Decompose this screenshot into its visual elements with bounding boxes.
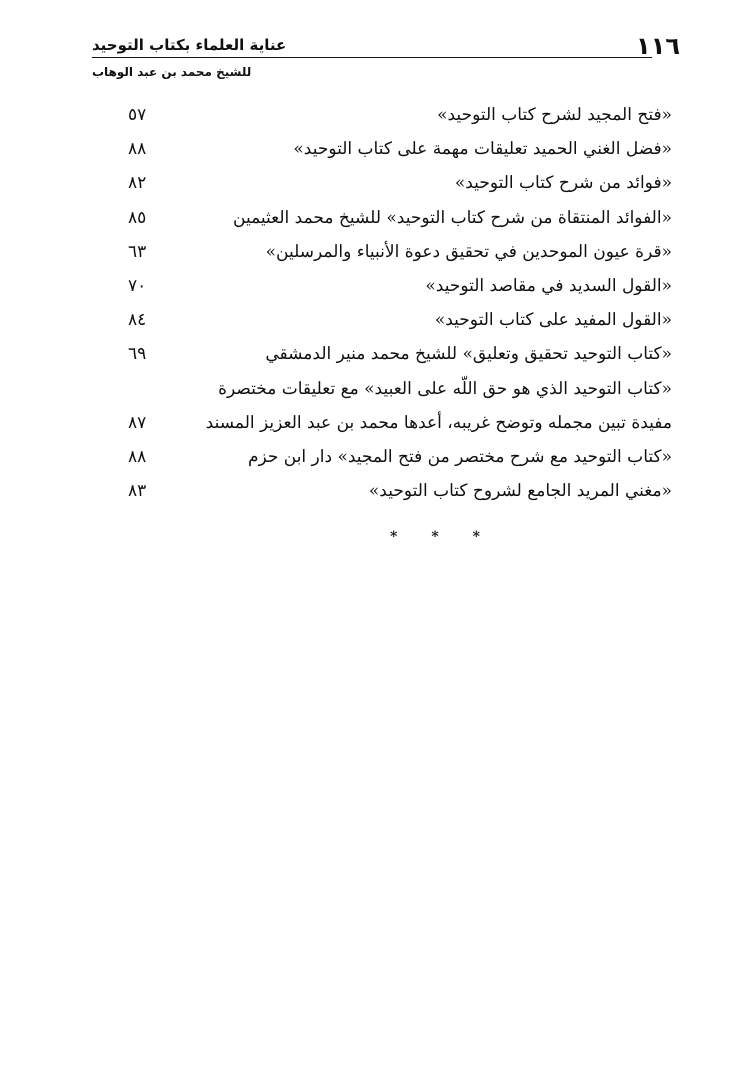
entry-title: «فوائد من شرح كتاب التوحيد» — [454, 173, 672, 194]
index-row — [128, 235, 672, 269]
section-separator — [390, 528, 480, 546]
entry-title: «قرة عيون الموحدين في تحقيق دعوة الأنبياء والمرسلين» — [265, 241, 672, 262]
index-row — [128, 406, 672, 440]
entry-page-number: ٨٤ — [128, 310, 147, 331]
index-row — [128, 98, 672, 132]
asterisk-glyph: * — [472, 529, 480, 545]
author-line: للشيخ محمد بن عبد الوهاب — [92, 65, 252, 79]
entry-page-number: ٨٧ — [128, 412, 147, 433]
entry-title: «فتح المجيد لشرح كتاب التوحيد» — [437, 105, 672, 125]
index-row — [128, 474, 672, 508]
entry-page-number: ٨٢ — [128, 173, 147, 194]
asterisk-glyph: * — [431, 529, 439, 545]
entry-page-number: ٦٣ — [128, 241, 147, 262]
entry-title: «مغني المريد الجامع لشروح كتاب التوحيد» — [368, 481, 672, 502]
index-row — [128, 337, 672, 371]
asterisk-glyph: * — [390, 529, 398, 545]
entry-page-number: ٦٩ — [128, 344, 147, 365]
index-row — [128, 372, 672, 406]
header-rule — [92, 57, 652, 58]
entry-title: مفيدة تبين مجمله وتوضح غريبه، أعدها محمد بن عبد العزيز المسند — [205, 412, 672, 433]
page-number: ١١٦ — [636, 32, 680, 60]
index-row — [128, 440, 672, 474]
entry-page-number: ٨٨ — [128, 446, 147, 467]
entry-page-number: ٨٥ — [128, 207, 147, 228]
entry-page-number: ٨٣ — [128, 481, 147, 502]
entry-title: «القول السديد في مقاصد التوحيد» — [425, 275, 672, 296]
index-row — [128, 132, 672, 166]
index-row — [128, 303, 672, 337]
entry-page-number: ٨٨ — [128, 139, 147, 160]
index-list — [128, 98, 672, 508]
entry-title: «كتاب التوحيد تحقيق وتعليق» للشيخ محمد منير الدمشقي — [265, 344, 672, 365]
entry-page-number: ٥٧ — [128, 105, 147, 125]
index-row — [128, 201, 672, 235]
page-header — [92, 32, 680, 92]
index-row — [128, 269, 672, 303]
entry-title: «كتاب التوحيد مع شرح مختصر من فتح المجيد» دار ابن حزم — [247, 446, 672, 467]
entry-page-number: ٧٠ — [128, 275, 147, 296]
entry-title: «فضل الغني الحميد تعليقات مهمة على كتاب التوحيد» — [293, 139, 672, 160]
entry-title: «الفوائد المنتقاة من شرح كتاب التوحيد» للشيخ محمد العثيمين — [233, 207, 672, 228]
index-row — [128, 166, 672, 200]
running-title: عناية العلماء بكتاب التوحيد — [92, 36, 287, 54]
entry-title: «القول المفيد على كتاب التوحيد» — [434, 310, 672, 331]
entry-title: «كتاب التوحيد الذي هو حق اللّه على العبيد» مع تعليقات مختصرة — [218, 378, 672, 399]
